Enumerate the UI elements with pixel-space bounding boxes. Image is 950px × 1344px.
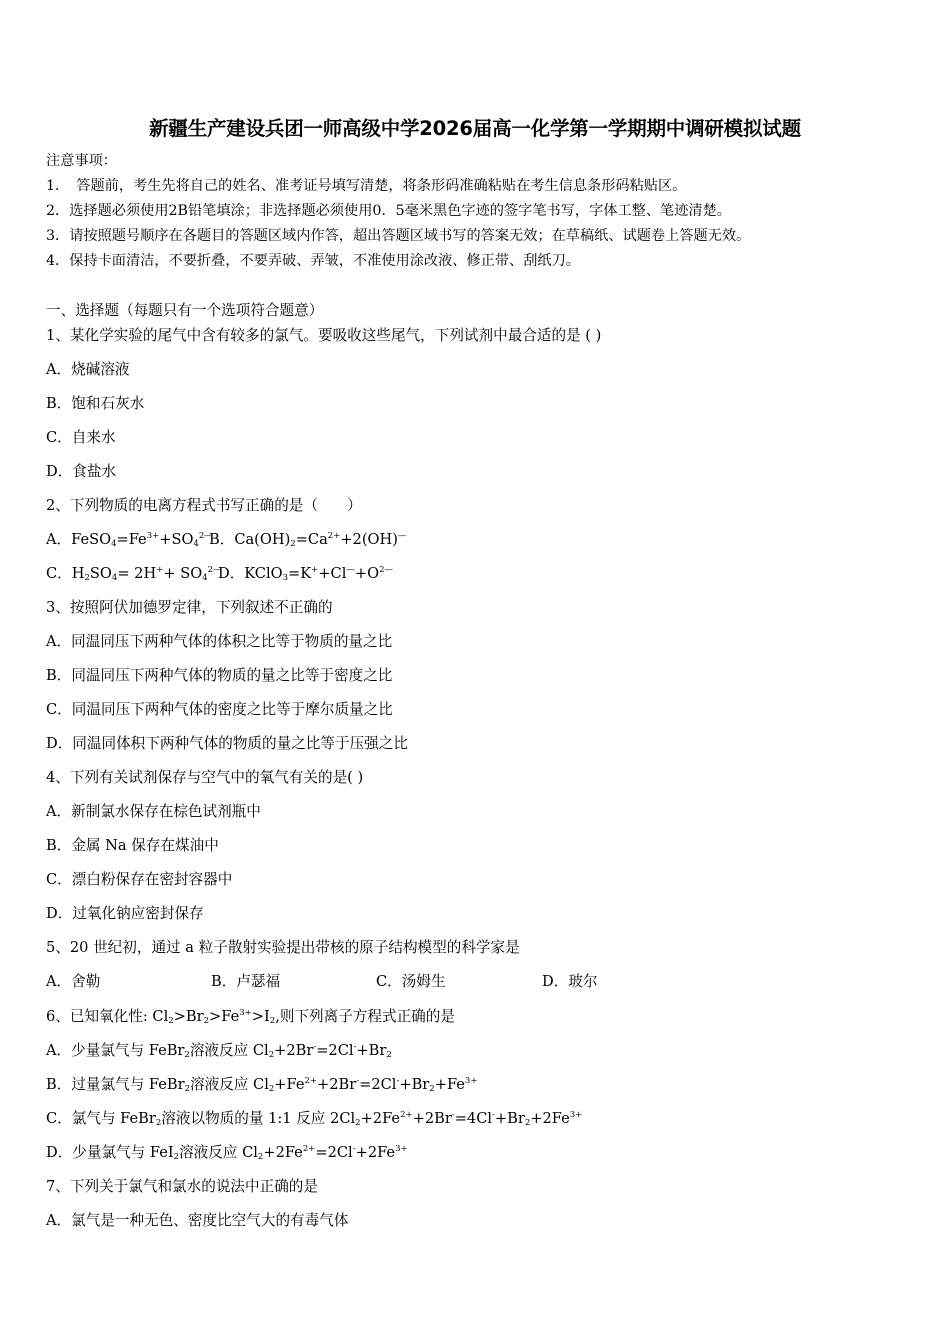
question-6-option-a: A．少量氯气与 FeBr$_2$溶液反应 $Cl_2+2Br^-=2Cl^-+Br_2$	[46, 1042, 392, 1060]
question-1-option-c: C．自来水	[46, 429, 116, 446]
question-2-option-b: B．$Ca(OH)_2=Ca^{2+}+2(OH)^—$	[209, 531, 407, 549]
notice-item-2: 2．选择题必须使用2B铅笔填涂；非选择题必须使用0．5毫米黑色字迹的签字笔书写，字体工整、笔迹清楚。	[46, 203, 731, 219]
question-6-option-d: D．少量氯气与 FeI$_2$溶液反应 $Cl_2+2Fe^{2+}=2Cl^-+2Fe^{3+}$	[46, 1144, 408, 1162]
question-4-option-c: C．漂白粉保存在密封容器中	[46, 871, 233, 888]
question-4-stem: 4、下列有关试剂保存与空气中的氧气有关的是( )	[46, 769, 364, 786]
question-6-option-c: C．氯气与 FeBr$_2$溶液以物质的量 1:1 反应 $2Cl_2+2Fe^{2+}+2Br^-=4Cl^-+Br_2+2Fe^{3+}$	[46, 1110, 583, 1128]
question-4-option-d: D．过氧化钠应密封保存	[46, 905, 204, 922]
question-6-option-b: B．过量氯气与 FeBr$_2$溶液反应 $Cl_2+Fe^{2+}+2Br^-=2Cl^-+Br_2+Fe^{3+}$	[46, 1076, 478, 1094]
question-5-option-c: C．汤姆生	[376, 973, 446, 990]
question-1-option-d: D．食盐水	[46, 463, 117, 480]
question-3-stem: 3、按照阿伏加德罗定律，下列叙述不正确的	[46, 599, 333, 616]
question-2-option-a: A．$FeSO_4=Fe^{3+}+SO_4^{2—}$	[46, 531, 213, 549]
question-3-option-a: A．同温同压下两种气体的体积之比等于物质的量之比	[46, 633, 393, 650]
question-5-option-a: A．舍勒	[46, 973, 101, 990]
question-1-stem: 1、某化学实验的尾气中含有较多的氯气。要吸收这些尾气，下列试剂中最合适的是 ( )	[46, 327, 602, 344]
question-5-option-d: D．玻尔	[542, 973, 598, 990]
question-2-option-d: D．$KClO_3=K^++Cl^—+O^{2—}$	[218, 565, 393, 583]
question-2-stem: 2、下列物质的电离方程式书写正确的是（ ）	[46, 497, 362, 514]
question-3-option-d: D．同温同体积下两种气体的物质的量之比等于压强之比	[46, 735, 408, 752]
notice-heading: 注意事项：	[46, 153, 117, 169]
question-7-option-a: A．氯气是一种无色、密度比空气大的有毒气体	[46, 1212, 349, 1229]
document-title: 新疆生产建设兵团一师高级中学2026届高一化学第一学期期中调研模拟试题	[149, 117, 801, 140]
question-1-option-a: A．烧碱溶液	[46, 361, 130, 378]
question-4-option-b: B．金属 Na 保存在煤油中	[46, 837, 219, 854]
question-6-stem: 6、已知氧化性: $Cl_2>Br_2>Fe^{3+}>I_2$,则下列离子方程式正确的是	[46, 1008, 455, 1026]
notice-item-4: 4．保持卡面清洁，不要折叠，不要弄破、弄皱，不准使用涂改液、修正带、刮纸刀。	[46, 253, 580, 269]
question-5-stem: 5、20 世纪初，通过 a 粒子散射实验提出带核的原子结构模型的科学家是	[46, 939, 520, 956]
question-4-option-a: A．新制氯水保存在棕色试剂瓶中	[46, 803, 261, 820]
notice-item-1: 1． 答题前，考生先将自己的姓名、准考证号填写清楚，将条形码准确粘贴在考生信息条形码粘贴区。	[46, 178, 687, 194]
question-2-option-c: C．$H_2SO_4= 2H^++ SO_4^{2—}$	[46, 565, 222, 583]
section-heading: 一、选择题（每题只有一个选项符合题意）	[46, 302, 324, 319]
question-3-option-b: B．同温同压下两种气体的物质的量之比等于密度之比	[46, 667, 393, 684]
question-5-option-b: B．卢瑟福	[211, 973, 281, 990]
question-1-option-b: B．饱和石灰水	[46, 395, 145, 412]
question-7-stem: 7、下列关于氯气和氯水的说法中正确的是	[46, 1178, 318, 1195]
question-3-option-c: C．同温同压下两种气体的密度之比等于摩尔质量之比	[46, 701, 393, 718]
notice-item-3: 3．请按照题号顺序在各题目的答题区域内作答，超出答题区域书写的答案无效；在草稿纸、试题卷上答题无效。	[46, 228, 751, 244]
